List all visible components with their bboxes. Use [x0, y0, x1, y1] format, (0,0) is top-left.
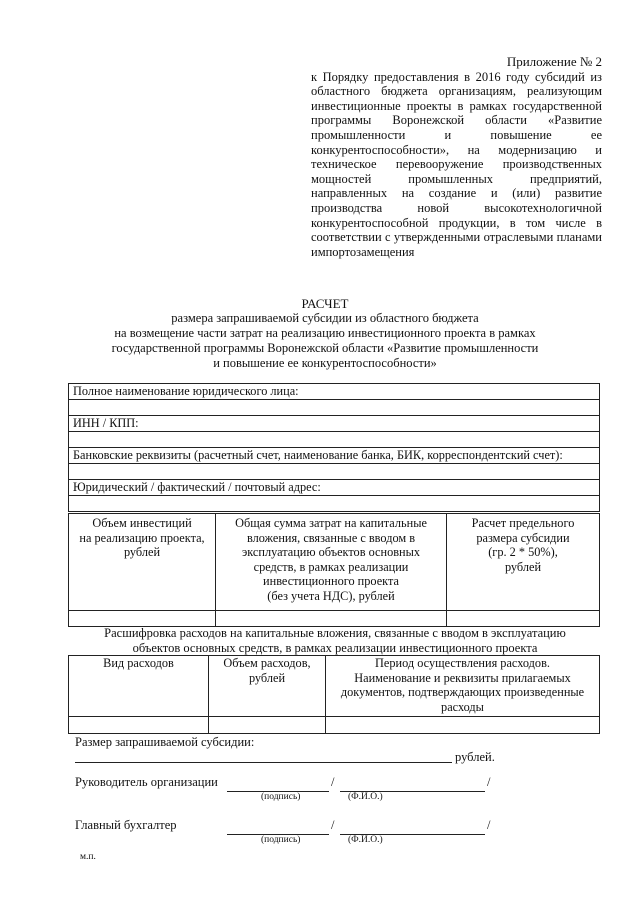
- subsidy-amount-line[interactable]: [75, 762, 452, 763]
- field-label-bank: Банковские реквизиты (расчетный счет, наименование банка, БИК, корреспондентский счет):: [69, 448, 600, 464]
- expense-period-cell[interactable]: [326, 717, 600, 734]
- column-header: Объем инвестиций на реализацию проекта, рублей: [69, 514, 216, 611]
- separator: /: [331, 818, 335, 832]
- heading-line: и повышение ее конкурентоспособности»: [213, 356, 437, 370]
- field-label-name: Полное наименование юридического лица:: [69, 384, 600, 400]
- field-label-address: Юридический / фактический / почтовый адрес:: [69, 480, 600, 496]
- separator: /: [331, 775, 335, 789]
- column-header: Общая сумма затрат на капитальные вложения, связанные с вводом в эксплуатацию объектов основных средств, в рамках реализации инвестиционного проекта (без учета НДС), рублей: [216, 514, 447, 611]
- caption-line: объектов основных средств, в рамках реализации инвестиционного проекта: [132, 641, 538, 655]
- max-subsidy-cell[interactable]: [447, 611, 600, 627]
- organization-info-table: [68, 383, 600, 512]
- signature-hint: (подпись): [261, 792, 301, 802]
- breakdown-caption: [60, 626, 610, 656]
- column-header: Объем расходов, рублей: [209, 656, 326, 717]
- investment-volume-cell[interactable]: [69, 611, 216, 627]
- separator: /: [487, 775, 491, 789]
- rubles-label: рублей.: [455, 750, 495, 764]
- breakdown-table: [68, 655, 600, 734]
- column-header: Период осуществления расходов. Наименование и реквизиты прилагаемых документов, подтверждающих произведенные расходы: [326, 656, 600, 717]
- field-label-inn: ИНН / КПП:: [69, 416, 600, 432]
- expense-volume-cell[interactable]: [209, 717, 326, 734]
- expense-type-cell[interactable]: [69, 717, 209, 734]
- stamp-label: м.п.: [80, 852, 96, 862]
- signature-hint: (подпись): [261, 835, 301, 845]
- column-header: Вид расходов: [69, 656, 209, 717]
- field-value-inn[interactable]: [69, 432, 600, 448]
- field-value-bank[interactable]: [69, 464, 600, 480]
- appendix-title: Приложение № 2: [506, 54, 602, 69]
- separator: /: [487, 818, 491, 832]
- name-hint: (Ф.И.О.): [348, 792, 383, 802]
- heading-line: размера запрашиваемой субсидии из областного бюджета: [171, 311, 479, 325]
- document-heading: [60, 296, 590, 371]
- name-hint: (Ф.И.О.): [348, 835, 383, 845]
- column-header: Расчет предельного размера субсидии (гр. 2 * 50%), рублей: [447, 514, 600, 611]
- head-label: Руководитель организации: [75, 775, 218, 789]
- field-value-name[interactable]: [69, 400, 600, 416]
- heading-title: РАСЧЕТ: [301, 296, 349, 311]
- subsidy-label: Размер запрашиваемой субсидии:: [75, 735, 255, 749]
- total-costs-cell[interactable]: [216, 611, 447, 627]
- calculation-table: [68, 513, 600, 627]
- accountant-label: Главный бухгалтер: [75, 818, 177, 832]
- caption-line: Расшифровка расходов на капитальные вложения, связанные с вводом в эксплуатацию: [104, 626, 566, 640]
- heading-line: государственной программы Воронежской области «Развитие промышленности: [111, 341, 539, 355]
- appendix-text: к Порядку предоставления в 2016 году субсидий из областного бюджета организациям, реализующим инвестиционные проекты в рамках государственной программы Воронежской области «Развитие промышленности и повышение ее конкурентоспособности», на модернизацию и техническое перевооружение производственных мощностей промышленных предприятий, направленных на создание и (или) развитие производства новой высокотехнологичной конкурентоспособной продукции, в том числе в соответствии с утвержденными отраслевыми планами импортозамещения: [311, 69, 602, 259]
- appendix-block: [311, 55, 602, 259]
- field-value-address[interactable]: [69, 496, 600, 512]
- heading-line: на возмещение части затрат на реализацию инвестиционного проекта в рамках: [114, 326, 536, 340]
